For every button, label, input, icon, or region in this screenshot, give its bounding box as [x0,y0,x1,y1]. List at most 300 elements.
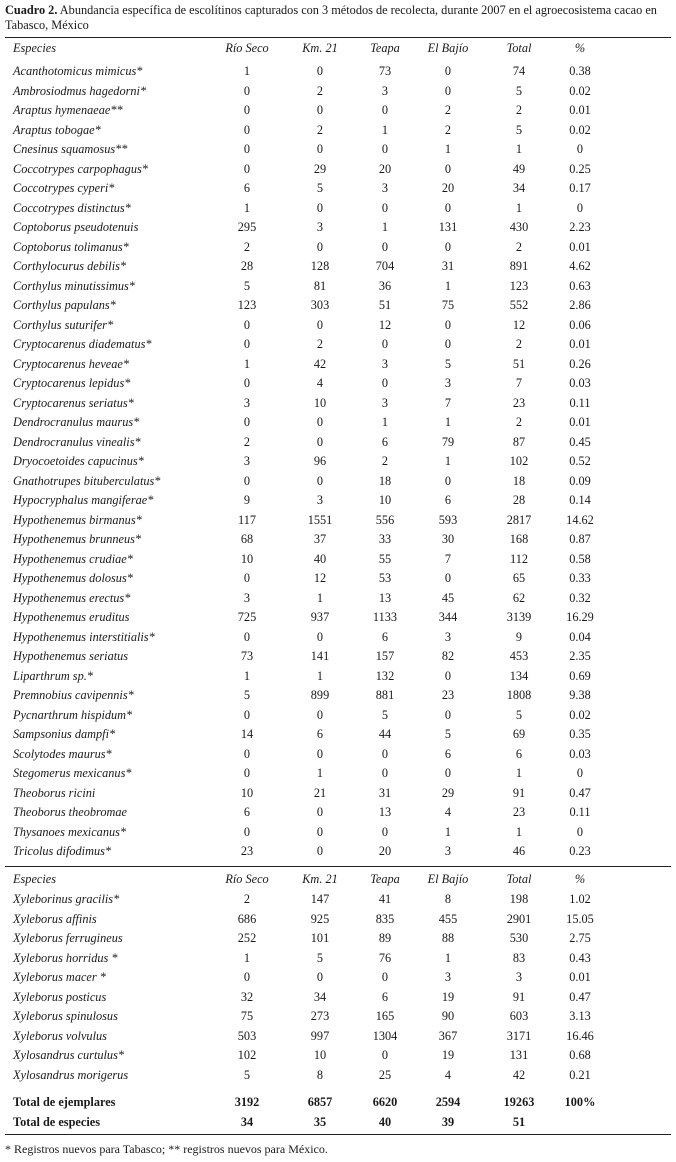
cell-rio-seco: 73 [240,649,254,663]
cell-species: Corthylocurus debilis* [13,259,127,273]
cell-percent: 0.26 [569,356,591,371]
cell-species: Corthylus papulans* [13,298,116,312]
cell-rio-seco: 503 [237,1028,257,1043]
cell-km-21: 21 [313,785,327,800]
cell-rio-seco: 1 [243,200,251,215]
cell-total: 198 [509,892,529,906]
cell-km-21: 10 [313,1048,327,1062]
cell-total: 83 [512,950,526,965]
cell-teapa: 6 [381,434,389,449]
cell-el-bajio: 1 [444,415,452,429]
cell-species: Xylosandrus morigerus [13,1067,129,1082]
cell-el-bajio: 1 [444,278,452,293]
totals-row [0,1113,676,1133]
cell-km-21: 2 [316,83,324,98]
cell-percent: 1.02 [569,892,591,906]
cell-el-bajio: 0 [444,707,452,722]
table-row [0,784,676,804]
cell-teapa: 18 [378,473,392,488]
cell-rio-seco: 1 [243,950,251,965]
cell-teapa: 20 [378,161,392,176]
cell-el-bajio: 2594 [435,1095,461,1109]
cell-rio-seco: 10 [240,785,254,800]
table-row [0,910,676,930]
cell-teapa: 835 [375,911,395,926]
cell-total: 2 [515,337,523,351]
cell-species: Coptoborus tolimanus* [13,239,129,254]
cell-teapa: 0 [381,824,389,839]
cell-teapa: 0 [381,1048,389,1062]
cell-species: Dryocoetoides capucinus* [13,454,144,468]
cell-el-bajio: 82 [441,649,455,663]
cell-teapa: 1133 [372,610,398,624]
cell-total: 42 [512,1067,526,1082]
cell-el-bajio: 39 [441,1114,455,1129]
cell-percent: 0.01 [569,103,591,117]
cell-total: 46 [512,844,526,858]
header-percent: % [574,872,586,886]
cell-total: 2817 [506,512,532,527]
cell-teapa: 0 [381,239,389,254]
cell-percent: 0 [576,142,584,156]
cell-total: 3139 [506,610,532,624]
cell-teapa: 12 [378,317,392,332]
cell-km-21: 4 [316,376,324,390]
cell-el-bajio: 1 [444,950,452,965]
cell-total: 2901 [506,911,532,926]
cell-rio-seco: 0 [243,746,251,761]
cell-percent: 0.69 [569,668,591,683]
table-row [0,491,676,511]
cell-total: 23 [512,395,526,410]
cell-percent: 0.33 [569,571,591,585]
caption-text: Abundancia específica de escolítinos capturados con 3 métodos de recolecta, durante 2007 en el agroecosistema cacao en Tabasco, México [5,3,657,32]
cell-km-21: 35 [313,1114,327,1129]
cell-km-21: 29 [313,161,327,176]
cell-el-bajio: 3 [444,376,452,390]
cell-species: Tricolus difodimus* [13,844,112,858]
cell-rio-seco: 3192 [234,1095,260,1109]
cell-el-bajio: 0 [444,571,452,585]
cell-teapa: 33 [378,532,392,546]
cell-percent: 2.23 [569,220,591,234]
cell-species: Hypothenemus erectus* [13,590,131,605]
cell-el-bajio: 5 [444,727,452,741]
cell-percent: 0.01 [569,239,591,254]
cell-species: Premnobius cavipennis* [13,688,134,702]
cell-teapa: 41 [378,892,392,906]
cell-species: Sampsonius dampfi* [13,727,116,741]
cell-rio-seco: 295 [237,220,257,234]
cell-species: Xyleborus volvulus [13,1028,107,1043]
cell-species: Hypothenemus eruditus [13,610,130,624]
table-row [0,413,676,433]
table-caption [5,3,673,33]
cell-km-21: 6 [316,727,324,741]
cell-rio-seco: 34 [240,1114,254,1129]
cell-teapa: 1 [381,122,389,137]
cell-percent: 0.02 [569,122,591,137]
cell-total: 34 [512,181,526,195]
totals-row [0,1093,676,1113]
cell-percent: 15.05 [566,911,594,926]
header-km-21: Km. 21 [302,872,338,886]
cell-total: 2 [515,103,523,117]
cell-species: Dendrocranulus maurus* [13,415,140,429]
cell-teapa: 0 [381,103,389,117]
cell-percent: 0 [576,824,584,839]
cell-teapa: 1304 [372,1028,398,1043]
cell-teapa: 31 [378,785,392,800]
cell-percent: 4.62 [569,259,591,273]
cell-species: Total de especies [13,1114,100,1129]
cell-total: 28 [512,493,526,507]
table-row [0,647,676,667]
cell-total: 891 [509,259,529,273]
cell-rio-seco: 2 [243,239,251,254]
table-row [0,160,676,180]
cell-teapa: 40 [378,1114,392,1129]
cell-el-bajio: 29 [441,785,455,800]
cell-rio-seco: 5 [243,278,251,293]
cell-total: 6 [515,746,523,761]
cell-el-bajio: 0 [444,766,452,780]
cell-km-21: 0 [316,805,324,819]
cell-km-21: 10 [313,395,327,410]
cell-percent: 3.13 [569,1009,591,1023]
cell-species: Cryptocarenus lepidus* [13,376,131,390]
cell-el-bajio: 19 [441,989,455,1004]
cell-km-21: 1 [316,590,324,605]
cell-species: Scolytodes maurus* [13,746,112,761]
cell-species: Hypothenemus interstitialis* [13,629,155,644]
cell-rio-seco: 6 [243,805,251,819]
cell-total: 65 [512,571,526,585]
table-row [0,988,676,1008]
table-row [0,949,676,969]
table-row [0,316,676,336]
cell-rio-seco: 14 [240,727,254,741]
cell-rio-seco: 2 [243,892,251,906]
table-row [0,667,676,687]
cell-el-bajio: 0 [444,668,452,683]
cell-km-21: 1 [316,766,324,780]
cell-teapa: 6 [381,989,389,1004]
cell-total: 9 [515,629,523,644]
header-total: Total [506,872,532,886]
cell-el-bajio: 1 [444,142,452,156]
cell-total: 102 [509,454,529,468]
cell-teapa: 53 [378,571,392,585]
cell-percent: 0.11 [569,805,591,819]
cell-rio-seco: 0 [243,415,251,429]
table-row [0,374,676,394]
table-row [0,550,676,570]
cell-species: Hypocryphalus mangiferae* [13,493,154,507]
header-km-21: Km. 21 [302,41,338,55]
cell-el-bajio: 4 [444,1067,452,1082]
cell-el-bajio: 79 [441,434,455,449]
cell-percent: 0.14 [569,493,591,507]
table-row [0,257,676,277]
cell-percent: 0 [576,766,584,780]
table-row [0,1066,676,1086]
table-row [0,277,676,297]
cell-species: Gnathotrupes bituberculatus* [13,473,161,488]
cell-total: 12 [512,317,526,332]
cell-teapa: 132 [375,668,395,683]
cell-total: 87 [512,434,526,449]
cell-el-bajio: 88 [441,931,455,945]
cell-km-21: 0 [316,473,324,488]
cell-teapa: 0 [381,970,389,984]
footnote: * Registros nuevos para Tabasco; ** registros nuevos para México. [5,1142,328,1156]
cell-total: 1 [515,200,523,215]
cell-km-21: 3 [316,220,324,234]
cell-el-bajio: 0 [444,64,452,78]
table-row [0,433,676,453]
cell-km-21: 0 [316,317,324,332]
cell-teapa: 25 [378,1067,392,1082]
cell-km-21: 273 [310,1009,330,1023]
cell-teapa: 73 [378,64,392,78]
cell-km-21: 6857 [307,1095,333,1109]
cell-rio-seco: 0 [243,970,251,984]
cell-km-21: 2 [316,122,324,137]
cell-el-bajio: 0 [444,161,452,176]
cell-total: 552 [509,298,529,312]
cell-el-bajio: 367 [438,1028,458,1043]
cell-teapa: 165 [375,1009,395,1023]
cell-teapa: 55 [378,551,392,566]
cell-teapa: 13 [378,590,392,605]
cell-el-bajio: 45 [441,590,455,605]
table-row [0,218,676,238]
cell-percent: 0.87 [569,532,591,546]
cell-percent: 0.03 [569,376,591,390]
cell-percent: 14.62 [566,512,594,527]
cell-percent: 0.25 [569,161,591,176]
cell-el-bajio: 5 [444,356,452,371]
cell-km-21: 8 [316,1067,324,1082]
cell-teapa: 0 [381,376,389,390]
cell-rio-seco: 252 [237,931,257,945]
table-row [0,725,676,745]
cell-rio-seco: 23 [240,844,254,858]
header-el-bajio: El Bajío [427,872,469,886]
cell-total: 430 [509,220,529,234]
cell-el-bajio: 344 [438,610,458,624]
cell-km-21: 96 [313,454,327,468]
cell-el-bajio: 4 [444,805,452,819]
cell-percent: 0.68 [569,1048,591,1062]
table-row [0,296,676,316]
cell-km-21: 0 [316,434,324,449]
cell-el-bajio: 19 [441,1048,455,1062]
cell-teapa: 3 [381,395,389,410]
cell-rio-seco: 0 [243,629,251,644]
cell-total: 91 [512,989,526,1004]
cell-km-21: 81 [313,278,327,293]
cell-species: Cryptocarenus heveae* [13,356,129,371]
cell-total: 62 [512,590,526,605]
cell-teapa: 0 [381,142,389,156]
cell-km-21: 0 [316,415,324,429]
cell-rio-seco: 5 [243,1067,251,1082]
cell-rio-seco: 0 [243,473,251,488]
cell-teapa: 1 [381,220,389,234]
cell-percent: 0.47 [569,989,591,1004]
table-row [0,706,676,726]
table-row [0,179,676,199]
cell-percent: 0.52 [569,454,591,468]
cell-rio-seco: 123 [237,298,257,312]
cell-species: Theoborus ricini [13,785,96,800]
cell-total: 51 [512,356,526,371]
cell-species: Xyleborus macer * [13,970,106,984]
table-row [0,1007,676,1027]
cell-species: Hypothenemus seriatus [13,649,129,663]
cell-total: 123 [509,278,529,293]
header-el-bajio: El Bajío [427,41,469,55]
cell-km-21: 925 [310,911,330,926]
cell-rio-seco: 3 [243,395,251,410]
table-row [0,335,676,355]
cell-total: 3 [515,970,523,984]
cell-rio-seco: 0 [243,83,251,98]
cell-el-bajio: 1 [444,454,452,468]
cell-el-bajio: 131 [438,220,458,234]
cell-total: 5 [515,707,523,722]
cell-teapa: 556 [375,512,395,527]
header-rio-seco: Río Seco [225,872,269,886]
cell-rio-seco: 0 [243,161,251,176]
cell-rio-seco: 68 [240,532,254,546]
cell-el-bajio: 6 [444,493,452,507]
caption-label: Cuadro 2. [5,3,58,17]
cell-teapa: 0 [381,746,389,761]
cell-el-bajio: 7 [444,395,452,410]
table-row [0,62,676,82]
table-row [0,968,676,988]
cell-rio-seco: 9 [243,493,251,507]
cell-total: 112 [510,551,528,566]
cell-rio-seco: 0 [243,103,251,117]
table-row [0,1046,676,1066]
cell-rio-seco: 102 [237,1048,257,1062]
table-row [0,803,676,823]
cell-percent: 16.29 [566,610,594,624]
cell-el-bajio: 90 [441,1009,455,1023]
header-rio-seco: Río Seco [225,41,269,55]
cell-el-bajio: 6 [444,746,452,761]
table-row [0,569,676,589]
cell-km-21: 42 [313,356,327,371]
cell-el-bajio: 0 [444,337,452,351]
cell-percent: 100% [564,1095,596,1109]
cell-percent: 2.75 [569,931,591,945]
cell-total: 168 [509,532,529,546]
cell-total: 5 [515,83,523,98]
cell-species: Xylosandrus curtulus* [13,1048,125,1062]
table-row [0,929,676,949]
cell-el-bajio: 7 [444,551,452,566]
cell-km-21: 0 [316,239,324,254]
table-row [0,452,676,472]
cell-species: Araptus tobogae* [13,122,101,137]
cell-teapa: 3 [381,356,389,371]
cell-species: Cryptocarenus seriatus* [13,395,134,410]
table-row [0,472,676,492]
cell-rio-seco: 10 [240,551,254,566]
cell-total: 1 [515,142,523,156]
cell-species: Coccotrypes carpophagus* [13,161,148,176]
cell-total: 1 [515,824,523,839]
cell-total: 134 [509,668,529,683]
cell-species: Acanthotomicus mimicus* [13,64,143,78]
cell-species: Hypothenemus birmanus* [13,512,142,527]
table-row [0,530,676,550]
cell-el-bajio: 1 [444,824,452,839]
cell-el-bajio: 8 [444,892,452,906]
cell-el-bajio: 0 [444,473,452,488]
cell-species: Xyleborus ferrugineus [13,931,123,945]
cell-teapa: 157 [375,649,395,663]
cell-teapa: 6 [381,629,389,644]
cell-km-21: 1551 [307,512,333,527]
cell-total: 49 [512,161,526,176]
cell-percent: 2.35 [569,649,591,663]
section-rule [5,866,671,867]
cell-percent: 0.47 [569,785,591,800]
cell-el-bajio: 455 [438,911,458,926]
table-row [0,764,676,784]
cell-rio-seco: 0 [243,337,251,351]
cell-species: Corthylus suturifer* [13,317,114,332]
cell-species: Xyleborus affinis [13,911,97,926]
table-row [0,199,676,219]
cell-teapa: 0 [381,337,389,351]
cell-rio-seco: 0 [243,571,251,585]
cell-rio-seco: 0 [243,707,251,722]
cell-species: Xyleborus posticus [13,989,107,1004]
cell-species: Cnesinus squamosus** [13,142,128,156]
cell-teapa: 89 [378,931,392,945]
cell-percent: 0.32 [569,590,591,605]
cell-species: Liparthrum sp.* [13,668,93,683]
cell-teapa: 0 [381,200,389,215]
cell-teapa: 51 [378,298,392,312]
cell-percent: 0.11 [569,395,591,410]
cell-teapa: 20 [378,844,392,858]
cell-rio-seco: 1 [243,64,251,78]
cell-rio-seco: 1 [243,668,251,683]
cell-rio-seco: 3 [243,454,251,468]
cell-teapa: 6620 [372,1095,398,1109]
cell-teapa: 3 [381,181,389,195]
cell-el-bajio: 0 [444,200,452,215]
cell-species: Cryptocarenus diadematus* [13,337,152,351]
cell-percent: 0.01 [569,337,591,351]
cell-el-bajio: 2 [444,103,452,117]
table-row [0,628,676,648]
cell-km-21: 303 [310,298,330,312]
cell-percent: 0.03 [569,746,591,761]
cell-km-21: 0 [316,103,324,117]
table-row [0,842,676,862]
table-row [0,101,676,121]
cell-el-bajio: 3 [444,629,452,644]
